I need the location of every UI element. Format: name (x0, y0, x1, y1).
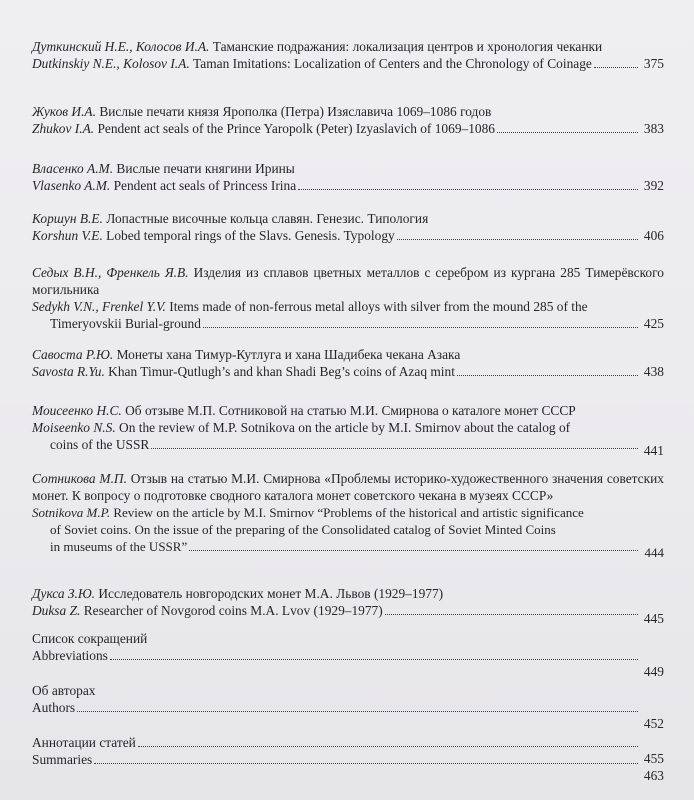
toc-section[interactable] (32, 682, 664, 731)
entry-title-en: Pendent act seals of Princess Irina (113, 178, 297, 193)
section-title-en: Summaries (32, 752, 93, 767)
entry-title-en-line2: Timeryovskii Burial-ground (50, 316, 201, 331)
entry-author-en: Sotnikova M.P. (32, 505, 111, 520)
section-title-ru: Список сокращений (32, 631, 148, 646)
entry-author-ru: Моисеенко Н.С. (32, 403, 122, 418)
entry-page[interactable]: 438 (643, 364, 664, 379)
toc-entry[interactable] (32, 264, 664, 332)
leader-dots (94, 763, 638, 764)
entry-title-en-line3: in museums of the USSR” (50, 539, 188, 554)
entry-author-en: Sedykh V.N., Frenkel Y.V. (32, 299, 166, 314)
leader-dots (397, 239, 638, 240)
entry-title-en: Khan Timur-Qutlugh’s and khan Shadi Beg’s coins of Azaq mint (108, 364, 455, 379)
entry-author-en: Korshun V.E. (32, 228, 103, 243)
entry-title-en-line1: Review on the article by M.I. Smirnov “Problems of the historical and artistic significance (113, 505, 584, 520)
entry-author-en: Duksa Z. (32, 603, 81, 618)
entry-author-en: Savosta R.Yu. (32, 364, 105, 379)
entry-title-en: Researcher of Novgorod coins M.A. Lvov (1929–1977) (83, 603, 383, 618)
section-page-en[interactable]: 463 (643, 768, 664, 783)
entry-author-ru: Савоста Р.Ю. (32, 347, 114, 362)
entry-author-ru: Жуков И.А. (32, 104, 96, 119)
toc-section[interactable] (32, 734, 664, 783)
section-title-ru: Аннотации статей (32, 735, 136, 750)
leader-dots (151, 448, 638, 449)
entry-author-ru: Власенко А.М. (32, 161, 114, 176)
entry-page[interactable]: 383 (643, 121, 664, 136)
section-page[interactable]: 452 (643, 716, 664, 731)
section-title-en: Authors (32, 700, 76, 715)
toc-entry[interactable] (32, 103, 664, 137)
section-title-ru: Об авторах (32, 683, 96, 698)
leader-dots (77, 711, 638, 712)
entry-title-ru: Отзыв на статью М.И. Смирнова «Проблемы историко-художественного значения советских монет. К вопросу о подготовке сводного каталога монет советского чекана в музеях СССР» (32, 471, 664, 503)
entry-author-ru: Седых В.Н., Френкель Я.В. (32, 265, 189, 280)
leader-dots (497, 132, 638, 133)
entry-page[interactable]: 445 (643, 611, 664, 626)
entry-author-en: Zhukov I.A. (32, 121, 95, 136)
entry-title-en-line1: On the review of M.P. Sotnikova on the article by M.I. Smirnov about the catalog of (119, 420, 571, 435)
leader-dots (385, 614, 638, 615)
entry-title-ru: Исследователь новгородских монет М.А. Львов (1929–1977) (98, 586, 444, 601)
leader-dots (298, 189, 638, 190)
entry-title-en: Taman Imitations: Localization of Centers and the Chronology of Coinage (193, 56, 592, 71)
entry-title-ru: Вислые печати княгини Ирины (116, 161, 295, 176)
toc-section[interactable] (32, 630, 664, 679)
entry-author-en: Dutkinskiy N.E., Kolosov I.A. (32, 56, 190, 71)
entry-title-en-line2: of Soviet coins. On the issue of the preparing of the Consolidated catalog of Soviet Minted Coins (50, 522, 556, 537)
entry-title-ru: Об отзыве М.П. Сотниковой на статью М.И. Смирнова о каталоге монет СССР (125, 403, 576, 418)
section-page-ru[interactable]: 455 (643, 751, 664, 766)
toc-entry[interactable] (32, 160, 664, 194)
toc-entry[interactable] (32, 402, 664, 458)
toc-entry[interactable] (32, 210, 664, 244)
leader-dots (203, 327, 638, 328)
entry-author-ru: Сотникова М.П. (32, 471, 127, 486)
entry-author-ru: Коршун В.Е. (32, 211, 103, 226)
toc-entry[interactable] (32, 346, 664, 380)
leader-dots (138, 746, 638, 747)
toc-entry[interactable] (32, 585, 664, 626)
section-title-en: Abbreviations (32, 648, 108, 663)
section-page[interactable]: 449 (643, 664, 664, 679)
entry-title-ru: Таманские подражания: локализация центров и хронология чеканки (212, 39, 603, 54)
entry-author-en: Vlasenko A.M. (32, 178, 111, 193)
entry-author-ru: Дукса З.Ю. (32, 586, 96, 601)
entry-page[interactable]: 444 (644, 545, 664, 560)
entry-title-ru: Вислые печати князя Ярополка (Петра) Изяславича 1069–1086 годов (99, 104, 492, 119)
entry-page[interactable]: 392 (643, 178, 664, 193)
toc-entry[interactable] (32, 38, 664, 72)
entry-title-en: Pendent act seals of the Prince Yaropolk (Peter) Izyaslavich of 1069–1086 (97, 121, 495, 136)
entry-title-ru: Монеты хана Тимур-Кутлуга и хана Шадибека чекана Азака (116, 347, 461, 362)
entry-page[interactable]: 406 (643, 228, 664, 243)
entry-title-en-line2: coins of the USSR (50, 437, 150, 452)
entry-author-ru: Дуткинский Н.Е., Колосов И.А. (32, 39, 210, 54)
leader-dots (594, 67, 638, 68)
entry-page[interactable]: 441 (643, 443, 664, 458)
leader-dots (189, 550, 638, 551)
entry-title-ru: Лопастные височные кольца славян. Генезис. Типология (106, 211, 429, 226)
entry-title-en: Lobed temporal rings of the Slavs. Genesis. Typology (106, 228, 395, 243)
leader-dots (457, 375, 638, 376)
entry-page[interactable]: 375 (643, 56, 664, 71)
leader-dots (110, 659, 638, 660)
entry-title-en-line1: Items made of non-ferrous metal alloys with silver from the mound 285 of the (169, 299, 588, 314)
entry-page[interactable]: 425 (643, 316, 664, 331)
toc-entry[interactable] (32, 470, 664, 560)
entry-author-en: Moiseenko N.S. (32, 420, 116, 435)
entry-title-ru: Изделия из сплавов цветных металлов с серебром из кургана 285 Тимерёвского могильника (32, 265, 664, 297)
